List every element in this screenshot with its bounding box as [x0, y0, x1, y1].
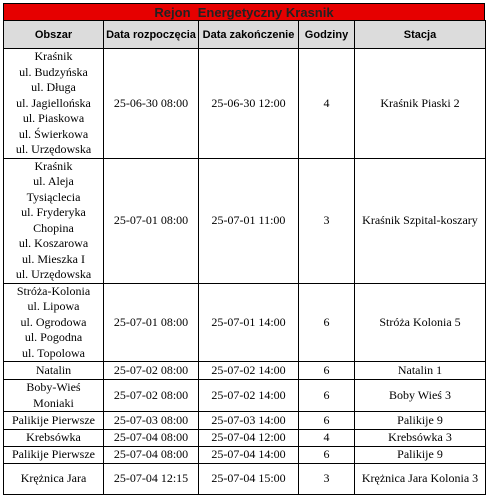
area-line: Krężnica Jara [20, 470, 87, 485]
area-line: ul. Urzędowska [15, 142, 92, 156]
cell-station: Krężnica Jara Kolonia 3 [355, 463, 486, 494]
cell-station: Natalin 1 [355, 362, 486, 380]
area-line: ul. Długa [31, 80, 76, 94]
area-line: Natalin [35, 362, 72, 377]
cell-station: Kraśnik Piaski 2 [355, 49, 486, 159]
area-line: ul. Lipowa [27, 299, 80, 313]
cell-area [4, 412, 104, 430]
outage-table [3, 20, 486, 495]
cell-end-date: 25-06-30 12:00 [199, 49, 299, 159]
cell-area [4, 283, 104, 362]
header-start-date: Data rozpoczęcia [104, 21, 199, 49]
cell-station: Stróża Kolonia 5 [355, 283, 486, 362]
cell-area [4, 446, 104, 463]
cell-start-date: 25-07-01 08:00 [104, 283, 199, 362]
table-row [4, 283, 486, 362]
area-line: ul. Fryderyka [21, 205, 86, 219]
cell-start-date: 25-07-02 08:00 [104, 380, 199, 412]
header-row [4, 21, 486, 49]
cell-area [4, 49, 104, 159]
area-line: Boby-Wieś [26, 380, 81, 394]
area-line: ul. Koszarowa [18, 236, 89, 250]
cell-hours: 6 [299, 380, 355, 412]
cell-hours: 6 [299, 412, 355, 430]
area-line: Kraśnik [34, 158, 73, 173]
area-line: ul. Topolowa [22, 345, 85, 360]
cell-area [4, 463, 104, 494]
table-row [4, 412, 486, 430]
cell-station: Palikije 9 [355, 412, 486, 430]
cell-area [4, 362, 104, 380]
table-row [4, 430, 486, 447]
table-row [4, 49, 486, 159]
area-line: ul. Świerkowa [18, 126, 89, 141]
area-line: Tysiąclecia [26, 189, 81, 204]
cell-start-date: 25-06-30 08:00 [104, 49, 199, 159]
area-line: ul. Piaskowa [22, 111, 85, 125]
area-line: Moniaki [33, 395, 74, 410]
header-area: Obszar [4, 21, 104, 49]
cell-hours: 6 [299, 446, 355, 463]
cell-start-date: 25-07-04 08:00 [104, 430, 199, 447]
cell-start-date: 25-07-04 12:15 [104, 463, 199, 494]
cell-area [4, 158, 104, 283]
table-row [4, 463, 486, 494]
area-line: ul. Urzędowska [15, 267, 92, 281]
cell-hours: 6 [299, 362, 355, 380]
cell-station: Krebsówka 3 [355, 430, 486, 447]
cell-end-date: 25-07-01 11:00 [199, 158, 299, 283]
area-line: ul. Budzyńska [19, 64, 88, 79]
area-line: Palikije Pierwsze [12, 446, 95, 461]
header-hours: Godziny [299, 21, 355, 49]
region-title: Rejon Energetyczny Krasnik [3, 3, 485, 20]
area-line: Palikije Pierwsze [12, 412, 95, 427]
area-line: ul. Aleja [33, 174, 74, 188]
table-row [4, 380, 486, 412]
header-end-date: Data zakończenie [199, 21, 299, 49]
cell-start-date: 25-07-02 08:00 [104, 362, 199, 380]
area-line: Chopina [33, 220, 74, 235]
cell-area [4, 430, 104, 447]
outage-schedule [3, 3, 485, 495]
area-line: ul. Ogrodowa [20, 314, 87, 329]
cell-end-date: 25-07-02 14:00 [199, 380, 299, 412]
cell-end-date: 25-07-04 14:00 [199, 446, 299, 463]
cell-hours: 6 [299, 283, 355, 362]
table-row [4, 158, 486, 283]
area-line: ul. Mieszka I [22, 251, 85, 266]
cell-start-date: 25-07-01 08:00 [104, 158, 199, 283]
cell-station: Kraśnik Szpital-koszary [355, 158, 486, 283]
area-line: ul. Jagiellońska [16, 95, 91, 110]
cell-station: Boby Wieś 3 [355, 380, 486, 412]
cell-end-date: 25-07-03 14:00 [199, 412, 299, 430]
cell-area [4, 380, 104, 412]
table-row [4, 446, 486, 463]
area-line: Kraśnik [34, 49, 73, 63]
cell-station: Palikije 9 [355, 446, 486, 463]
cell-hours: 3 [299, 463, 355, 494]
cell-end-date: 25-07-01 14:00 [199, 283, 299, 362]
cell-end-date: 25-07-04 15:00 [199, 463, 299, 494]
cell-hours: 4 [299, 49, 355, 159]
area-line: Krebsówka [26, 430, 81, 444]
cell-end-date: 25-07-04 12:00 [199, 430, 299, 447]
cell-hours: 4 [299, 430, 355, 447]
cell-hours: 3 [299, 158, 355, 283]
table-body [4, 49, 486, 495]
area-line: Stróża-Kolonia [16, 283, 91, 298]
table-row [4, 362, 486, 380]
cell-start-date: 25-07-04 08:00 [104, 446, 199, 463]
cell-end-date: 25-07-02 14:00 [199, 362, 299, 380]
header-station: Stacja [355, 21, 486, 49]
cell-start-date: 25-07-03 08:00 [104, 412, 199, 430]
area-line: ul. Pogodna [24, 330, 83, 344]
